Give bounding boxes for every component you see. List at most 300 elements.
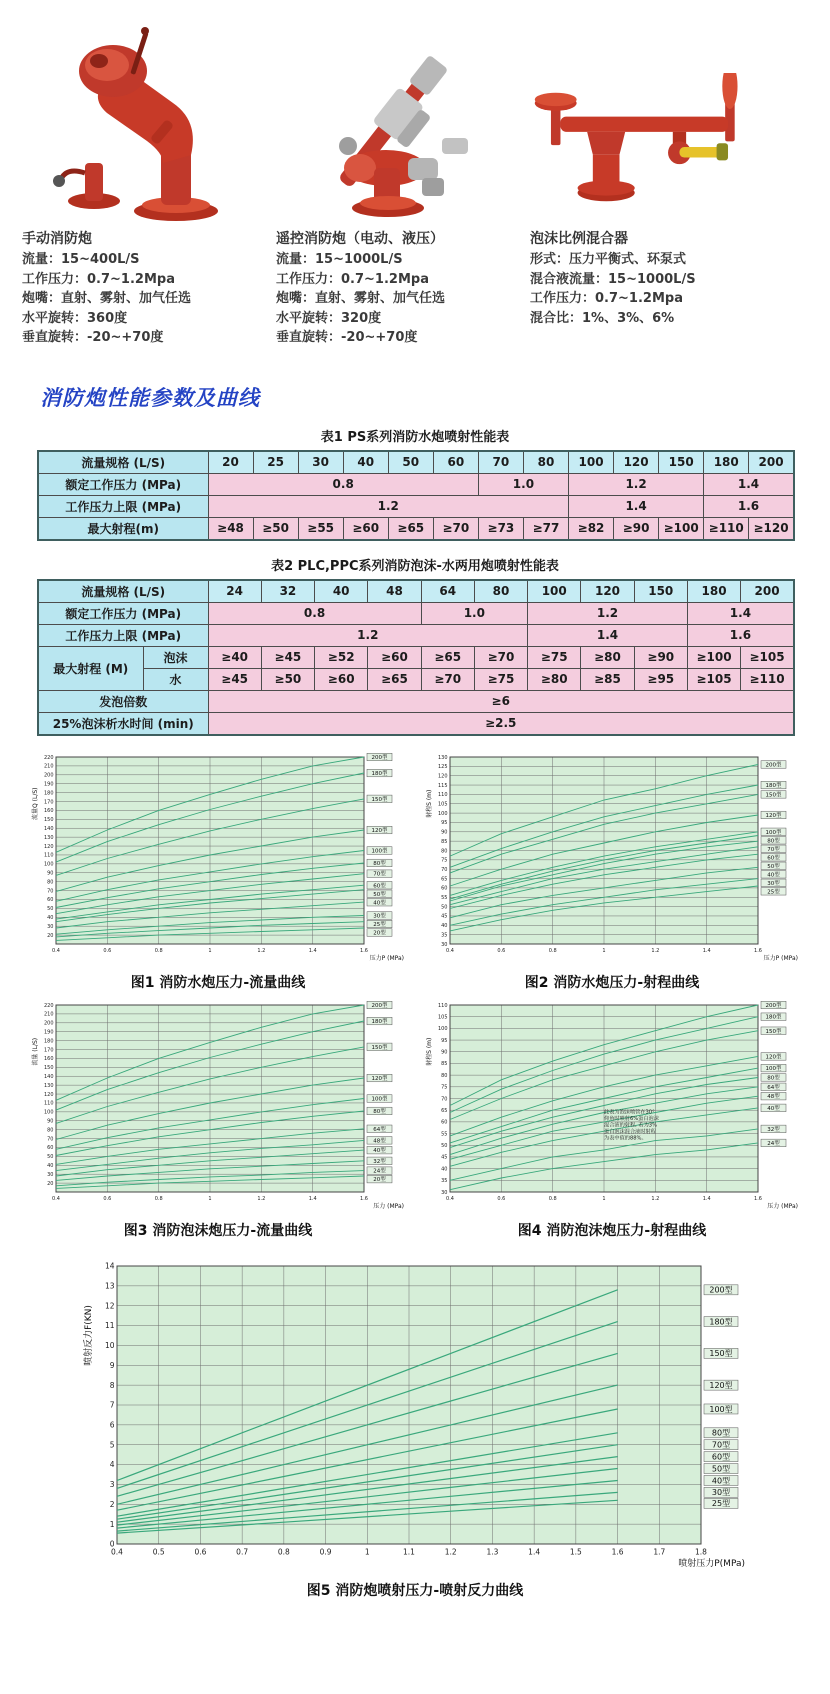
series-label-100型 xyxy=(761,1064,786,1072)
svg-text:170: 170 xyxy=(43,1046,54,1053)
data-cell: 1.2 xyxy=(208,495,569,517)
svg-text:120型: 120型 xyxy=(371,827,388,834)
products-row xyxy=(0,18,830,348)
series-label-20型 xyxy=(367,1175,392,1183)
data-cell: ≥75 xyxy=(474,668,527,690)
series-label-50型 xyxy=(367,889,392,897)
svg-text:30型: 30型 xyxy=(711,1487,731,1497)
chart-canvas xyxy=(81,1256,749,1574)
svg-text:90: 90 xyxy=(47,1118,54,1125)
svg-text:35: 35 xyxy=(441,1177,448,1184)
svg-text:3: 3 xyxy=(109,1479,115,1489)
svg-text:70型: 70型 xyxy=(711,1440,731,1450)
series-label-200型 xyxy=(367,1001,392,1009)
data-cell: 1.4 xyxy=(528,624,688,646)
product-name: 遥控消防炮（电动、液压） xyxy=(276,231,444,247)
svg-text:32型: 32型 xyxy=(373,1158,386,1165)
series-label-200型 xyxy=(761,760,786,768)
table1-block xyxy=(37,426,793,541)
svg-text:0.8: 0.8 xyxy=(548,947,557,954)
data-cell: 1.2 xyxy=(569,473,704,495)
y-axis-label: 射程S (m) xyxy=(426,1037,433,1066)
data-cell: ≥52 xyxy=(315,646,368,668)
series-label-60型 xyxy=(704,1451,738,1461)
chart-annotation-line: 混合液的射程, 若为3% xyxy=(604,1121,658,1128)
series-label-64型 xyxy=(761,1082,786,1090)
svg-text:0.6: 0.6 xyxy=(497,1195,506,1202)
product-spec-line: 水平旋转：320度 xyxy=(276,310,382,326)
flow-value-cell: 48 xyxy=(368,580,421,603)
data-cell: 1.4 xyxy=(569,495,704,517)
row-label: 最大射程(m) xyxy=(38,517,208,540)
svg-text:150型: 150型 xyxy=(765,1028,782,1035)
svg-text:70: 70 xyxy=(441,866,448,873)
sub-label: 水 xyxy=(143,668,208,690)
series-label-40型 xyxy=(761,870,786,878)
svg-text:60型: 60型 xyxy=(373,882,386,889)
product-manual-monitor xyxy=(14,18,268,348)
product-spec-line: 垂直旋转：-20~+70度 xyxy=(276,330,418,345)
data-cell: ≥120 xyxy=(749,517,794,540)
data-cell: ≥60 xyxy=(315,668,368,690)
manual-fire-monitor-illustration xyxy=(41,23,241,223)
data-cell: ≥65 xyxy=(421,646,474,668)
svg-text:180: 180 xyxy=(43,789,54,796)
series-label-70型 xyxy=(761,844,786,852)
product-remote-monitor xyxy=(268,18,522,348)
product-spec-line: 流量：15~400L/S xyxy=(22,252,140,267)
svg-text:14: 14 xyxy=(104,1261,115,1271)
svg-text:55: 55 xyxy=(441,1130,448,1137)
data-cell: ≥80 xyxy=(528,668,581,690)
product-spec-line: 混合液流量：15~1000L/S xyxy=(530,271,696,287)
svg-text:50: 50 xyxy=(47,905,54,912)
svg-text:90: 90 xyxy=(47,870,54,877)
svg-text:120: 120 xyxy=(437,772,448,779)
svg-text:8: 8 xyxy=(109,1380,115,1390)
svg-text:90: 90 xyxy=(441,829,448,836)
svg-text:100: 100 xyxy=(43,861,54,868)
svg-text:70: 70 xyxy=(47,1135,54,1142)
svg-text:125: 125 xyxy=(437,763,448,770)
series-label-150型 xyxy=(761,1026,786,1034)
row-label: 额定工作压力 (MPa) xyxy=(38,473,208,495)
svg-text:32型: 32型 xyxy=(767,1126,780,1133)
svg-text:60: 60 xyxy=(441,1119,448,1126)
svg-text:0.8: 0.8 xyxy=(277,1547,290,1556)
row-label-flow-spec: 流量规格 (L/S) xyxy=(38,451,208,474)
product-spec-line: 垂直旋转：-20~+70度 xyxy=(22,330,164,345)
svg-text:120型: 120型 xyxy=(709,1380,733,1390)
svg-text:60型: 60型 xyxy=(767,854,780,861)
flow-value-cell: 25 xyxy=(253,451,298,474)
series-label-180型 xyxy=(761,1012,786,1020)
svg-text:200型: 200型 xyxy=(371,754,388,761)
series-label-32型 xyxy=(367,1156,392,1164)
flow-value-cell: 20 xyxy=(208,451,253,474)
svg-text:1.2: 1.2 xyxy=(651,1195,660,1202)
svg-text:1.6: 1.6 xyxy=(754,947,762,954)
data-cell: 1.6 xyxy=(687,624,794,646)
table-row xyxy=(38,495,794,517)
svg-text:1: 1 xyxy=(208,947,212,954)
product-spec-line: 炮嘴：直射、雾射、加气任选 xyxy=(22,291,192,306)
row-label: 额定工作压力 (MPa) xyxy=(38,602,208,624)
table2-title: 表2 PLC,PPC系列消防泡沫-水两用炮喷射性能表 xyxy=(271,558,559,574)
y-axis-label: 射程S (m) xyxy=(426,789,433,818)
svg-text:200: 200 xyxy=(43,772,54,779)
chart-figure-5 xyxy=(20,1256,810,1600)
chart-figure-1 xyxy=(30,750,406,992)
table-row xyxy=(38,517,794,540)
svg-text:80型: 80型 xyxy=(373,860,386,867)
series-label-120型 xyxy=(367,1074,392,1082)
flow-value-cell: 150 xyxy=(634,580,687,603)
svg-text:110: 110 xyxy=(437,1002,448,1009)
flow-value-cell: 200 xyxy=(749,451,794,474)
table-row xyxy=(38,473,794,495)
flow-value-cell: 50 xyxy=(388,451,433,474)
data-cell: ≥75 xyxy=(528,646,581,668)
series-label-80型 xyxy=(704,1427,738,1437)
svg-text:220: 220 xyxy=(43,754,54,761)
svg-text:0.4: 0.4 xyxy=(446,947,454,954)
series-label-120型 xyxy=(704,1379,738,1389)
table1-title: 表1 PS系列消防水炮喷射性能表 xyxy=(320,429,510,445)
svg-text:150型: 150型 xyxy=(371,796,388,803)
series-label-40型 xyxy=(367,898,392,906)
svg-text:1.4: 1.4 xyxy=(308,947,317,954)
svg-text:1.6: 1.6 xyxy=(360,947,368,954)
series-label-60型 xyxy=(761,853,786,861)
flow-value-cell: 40 xyxy=(343,451,388,474)
svg-text:0.5: 0.5 xyxy=(152,1547,165,1556)
svg-text:1.2: 1.2 xyxy=(651,947,660,954)
flow-value-cell: 24 xyxy=(208,580,261,603)
svg-text:11: 11 xyxy=(104,1320,115,1330)
svg-text:130: 130 xyxy=(437,754,448,761)
svg-text:190: 190 xyxy=(43,780,54,787)
row-label-flow-spec: 流量规格 (L/S) xyxy=(38,580,208,603)
svg-text:150型: 150型 xyxy=(371,1044,388,1051)
svg-text:80: 80 xyxy=(441,1072,448,1079)
svg-text:200型: 200型 xyxy=(371,1002,388,1009)
water-monitor-range-chart xyxy=(424,750,800,966)
svg-text:80: 80 xyxy=(441,847,448,854)
svg-text:180型: 180型 xyxy=(765,1014,782,1021)
svg-text:20: 20 xyxy=(47,1180,54,1187)
svg-text:30: 30 xyxy=(47,923,54,930)
svg-text:105: 105 xyxy=(437,1013,448,1020)
svg-text:1: 1 xyxy=(109,1519,115,1529)
series-label-120型 xyxy=(367,826,392,834)
svg-text:48型: 48型 xyxy=(767,1093,780,1100)
chart1-caption: 图1 消防水炮压力-流量曲线 xyxy=(130,974,306,991)
data-cell: 1.4 xyxy=(687,602,794,624)
y-axis-label: 喷射反力F(KN) xyxy=(84,1304,94,1366)
series-label-200型 xyxy=(367,753,392,761)
svg-text:200型: 200型 xyxy=(765,762,782,769)
chart-canvas xyxy=(30,750,406,966)
svg-text:130: 130 xyxy=(43,834,54,841)
svg-text:1.4: 1.4 xyxy=(702,947,711,954)
svg-text:85: 85 xyxy=(441,838,448,845)
x-axis-label: 压力 (MPa) xyxy=(373,1202,404,1210)
data-cell: ≥70 xyxy=(474,646,527,668)
svg-text:6: 6 xyxy=(109,1419,115,1429)
charts-section xyxy=(20,750,810,1600)
row-label-max-range: 最大射程 (M) xyxy=(38,646,143,690)
flow-value-cell: 70 xyxy=(478,451,523,474)
svg-text:0.6: 0.6 xyxy=(497,947,506,954)
data-cell: ≥65 xyxy=(388,517,433,540)
series-label-150型 xyxy=(367,794,392,802)
svg-text:1.2: 1.2 xyxy=(257,1195,266,1202)
flow-value-cell: 150 xyxy=(659,451,704,474)
svg-text:50型: 50型 xyxy=(767,863,780,870)
svg-text:45: 45 xyxy=(441,1154,448,1161)
series-label-80型 xyxy=(761,1073,786,1081)
svg-text:40型: 40型 xyxy=(711,1475,731,1485)
svg-text:110: 110 xyxy=(437,791,448,798)
svg-text:20: 20 xyxy=(47,932,54,939)
row-label: 25%泡沫析水时间 (min) xyxy=(38,712,208,735)
svg-text:55: 55 xyxy=(441,894,448,901)
product-spec-line: 形式：压力平衡式、环泵式 xyxy=(530,252,687,267)
svg-text:1.1: 1.1 xyxy=(403,1547,415,1556)
chart-figure-3 xyxy=(30,998,406,1240)
svg-text:210: 210 xyxy=(43,1011,54,1018)
row-label: 工作压力上限 (MPa) xyxy=(38,495,208,517)
svg-text:40: 40 xyxy=(441,1165,448,1172)
chart-figure-2 xyxy=(424,750,800,992)
svg-text:100型: 100型 xyxy=(371,1096,388,1103)
svg-text:60: 60 xyxy=(441,885,448,892)
series-label-150型 xyxy=(761,790,786,798)
svg-text:40型: 40型 xyxy=(767,1105,780,1112)
series-label-180型 xyxy=(761,781,786,789)
svg-text:200型: 200型 xyxy=(765,1002,782,1009)
series-label-50型 xyxy=(761,861,786,869)
product-specs xyxy=(22,250,260,348)
svg-text:180型: 180型 xyxy=(371,1018,388,1025)
svg-text:1.6: 1.6 xyxy=(611,1547,624,1556)
svg-text:180: 180 xyxy=(43,1037,54,1044)
flow-value-cell: 80 xyxy=(523,451,568,474)
plc-ppc-series-performance-table xyxy=(37,579,795,736)
svg-text:50: 50 xyxy=(47,1153,54,1160)
svg-text:180型: 180型 xyxy=(371,770,388,777)
series-label-120型 xyxy=(761,811,786,819)
svg-text:150: 150 xyxy=(43,1064,54,1071)
svg-text:100: 100 xyxy=(437,810,448,817)
series-label-40型 xyxy=(367,1146,392,1154)
svg-text:2: 2 xyxy=(109,1499,115,1509)
ps-series-performance-table xyxy=(37,450,795,541)
data-cell: ≥6 xyxy=(208,690,794,712)
series-label-25型 xyxy=(761,887,786,895)
svg-text:150型: 150型 xyxy=(709,1348,733,1358)
flow-value-cell: 32 xyxy=(261,580,314,603)
data-cell: ≥65 xyxy=(368,668,421,690)
data-cell: 1.0 xyxy=(421,602,528,624)
foam-proportioner-illustration xyxy=(530,73,768,223)
foam-proportioner-image xyxy=(530,18,768,223)
data-cell: ≥100 xyxy=(687,646,740,668)
svg-text:120: 120 xyxy=(43,1091,54,1098)
svg-text:1.5: 1.5 xyxy=(569,1547,582,1556)
svg-text:10: 10 xyxy=(104,1340,115,1350)
series-label-25型 xyxy=(367,920,392,928)
product-spec-line: 工作压力：0.7~1.2Mpa xyxy=(22,271,175,287)
data-cell: 1.2 xyxy=(528,602,688,624)
svg-text:140: 140 xyxy=(43,825,54,832)
svg-text:40型: 40型 xyxy=(373,899,386,906)
svg-text:180型: 180型 xyxy=(709,1316,733,1326)
sub-label: 泡沫 xyxy=(143,646,208,668)
product-spec-line: 流量：15~1000L/S xyxy=(276,252,403,267)
series-label-50型 xyxy=(704,1463,738,1473)
svg-text:150型: 150型 xyxy=(765,791,782,798)
series-label-200型 xyxy=(704,1284,738,1294)
chart-canvas xyxy=(424,998,800,1214)
svg-text:80: 80 xyxy=(47,1126,54,1133)
data-cell: ≥2.5 xyxy=(208,712,794,735)
svg-text:110: 110 xyxy=(43,1100,54,1107)
data-cell: 1.6 xyxy=(704,495,794,517)
svg-text:1.6: 1.6 xyxy=(754,1195,762,1202)
series-label-40型 xyxy=(761,1103,786,1111)
svg-text:25型: 25型 xyxy=(767,888,780,895)
series-label-30型 xyxy=(761,878,786,886)
row-label: 工作压力上限 (MPa) xyxy=(38,624,208,646)
x-axis-label: 压力P (MPa) xyxy=(763,954,798,962)
svg-text:75: 75 xyxy=(441,1084,448,1091)
svg-text:25型: 25型 xyxy=(711,1498,731,1508)
x-axis-label: 压力P (MPa) xyxy=(369,954,404,962)
svg-text:60: 60 xyxy=(47,1144,54,1151)
svg-text:25型: 25型 xyxy=(373,921,386,928)
svg-text:0.7: 0.7 xyxy=(236,1547,249,1556)
svg-text:160: 160 xyxy=(43,1055,54,1062)
svg-text:0.9: 0.9 xyxy=(319,1547,332,1556)
data-cell: ≥105 xyxy=(687,668,740,690)
svg-text:4: 4 xyxy=(109,1459,115,1469)
chart-figure-4 xyxy=(424,998,800,1240)
data-cell: ≥100 xyxy=(659,517,704,540)
svg-text:65: 65 xyxy=(441,1107,448,1114)
flow-value-cell: 200 xyxy=(741,580,794,603)
series-label-80型 xyxy=(367,859,392,867)
svg-text:1.4: 1.4 xyxy=(308,1195,317,1202)
data-cell: 0.8 xyxy=(208,602,421,624)
svg-text:100: 100 xyxy=(437,1025,448,1032)
product-spec-line: 工作压力：0.7~1.2Mpa xyxy=(530,291,683,306)
svg-text:20型: 20型 xyxy=(373,1176,386,1183)
data-cell: ≥50 xyxy=(253,517,298,540)
series-label-80型 xyxy=(761,836,786,844)
data-cell: ≥77 xyxy=(523,517,568,540)
svg-text:40: 40 xyxy=(441,922,448,929)
data-cell: ≥40 xyxy=(208,646,261,668)
chart3-caption: 图3 消防泡沫炮压力-流量曲线 xyxy=(123,1222,313,1239)
svg-text:80: 80 xyxy=(47,878,54,885)
data-cell: ≥73 xyxy=(478,517,523,540)
svg-text:0.4: 0.4 xyxy=(52,947,60,954)
svg-text:140: 140 xyxy=(43,1073,54,1080)
series-label-200型 xyxy=(761,1001,786,1009)
svg-text:60: 60 xyxy=(47,896,54,903)
chart-row-1 xyxy=(20,750,810,998)
chart2-caption: 图2 消防水炮压力-射程曲线 xyxy=(524,974,700,991)
svg-text:1.2: 1.2 xyxy=(257,947,266,954)
svg-text:7: 7 xyxy=(109,1400,115,1410)
foam-monitor-range-chart xyxy=(424,998,800,1214)
svg-text:100型: 100型 xyxy=(709,1404,733,1414)
data-cell: ≥110 xyxy=(741,668,794,690)
series-label-150型 xyxy=(367,1042,392,1050)
svg-text:70型: 70型 xyxy=(767,846,780,853)
svg-text:0.8: 0.8 xyxy=(154,1195,163,1202)
svg-text:48型: 48型 xyxy=(373,1137,386,1144)
svg-text:50型: 50型 xyxy=(373,891,386,898)
svg-text:100: 100 xyxy=(43,1109,54,1116)
svg-text:110: 110 xyxy=(43,852,54,859)
svg-text:0.8: 0.8 xyxy=(154,947,163,954)
svg-text:0.8: 0.8 xyxy=(548,1195,557,1202)
svg-text:5: 5 xyxy=(109,1439,115,1449)
series-label-180型 xyxy=(704,1316,738,1326)
chart-annotation-line: 仰角时喷射6%蛋白泡沫 xyxy=(604,1115,659,1122)
product-specs xyxy=(530,250,768,328)
svg-text:30: 30 xyxy=(441,941,448,948)
svg-text:65: 65 xyxy=(441,875,448,882)
svg-text:115: 115 xyxy=(437,782,448,789)
svg-text:150: 150 xyxy=(43,816,54,823)
series-label-64型 xyxy=(367,1124,392,1132)
svg-text:1.8: 1.8 xyxy=(695,1547,707,1556)
svg-text:30型: 30型 xyxy=(373,913,386,920)
svg-text:1.4: 1.4 xyxy=(702,1195,711,1202)
svg-text:200: 200 xyxy=(43,1020,54,1027)
svg-text:64型: 64型 xyxy=(373,1126,386,1133)
svg-text:12: 12 xyxy=(104,1300,115,1310)
product-spec-line: 工作压力：0.7~1.2Mpa xyxy=(276,271,429,287)
svg-text:105: 105 xyxy=(437,801,448,807)
data-cell: ≥45 xyxy=(261,646,314,668)
water-monitor-flow-chart xyxy=(30,750,406,966)
section-heading: 消防炮性能参数及曲线 xyxy=(40,385,260,410)
svg-text:1: 1 xyxy=(364,1547,370,1556)
svg-text:80型: 80型 xyxy=(711,1428,731,1438)
svg-text:70: 70 xyxy=(47,887,54,894)
remote-monitor-image xyxy=(276,18,514,223)
product-foam-proportioner xyxy=(522,18,776,348)
series-label-80型 xyxy=(367,1107,392,1115)
svg-text:200型: 200型 xyxy=(709,1285,733,1295)
product-spec-line: 炮嘴：直射、雾射、加气任选 xyxy=(276,291,446,306)
series-label-60型 xyxy=(367,881,392,889)
svg-text:20型: 20型 xyxy=(373,930,386,937)
chart-canvas xyxy=(424,750,800,966)
svg-text:64型: 64型 xyxy=(767,1084,780,1091)
foam-monitor-flow-chart xyxy=(30,998,406,1214)
data-cell: ≥85 xyxy=(581,668,634,690)
x-axis-label: 喷射压力P(MPa) xyxy=(678,1558,745,1569)
series-label-150型 xyxy=(704,1348,738,1358)
series-label-100型 xyxy=(704,1403,738,1413)
data-cell: ≥50 xyxy=(261,668,314,690)
